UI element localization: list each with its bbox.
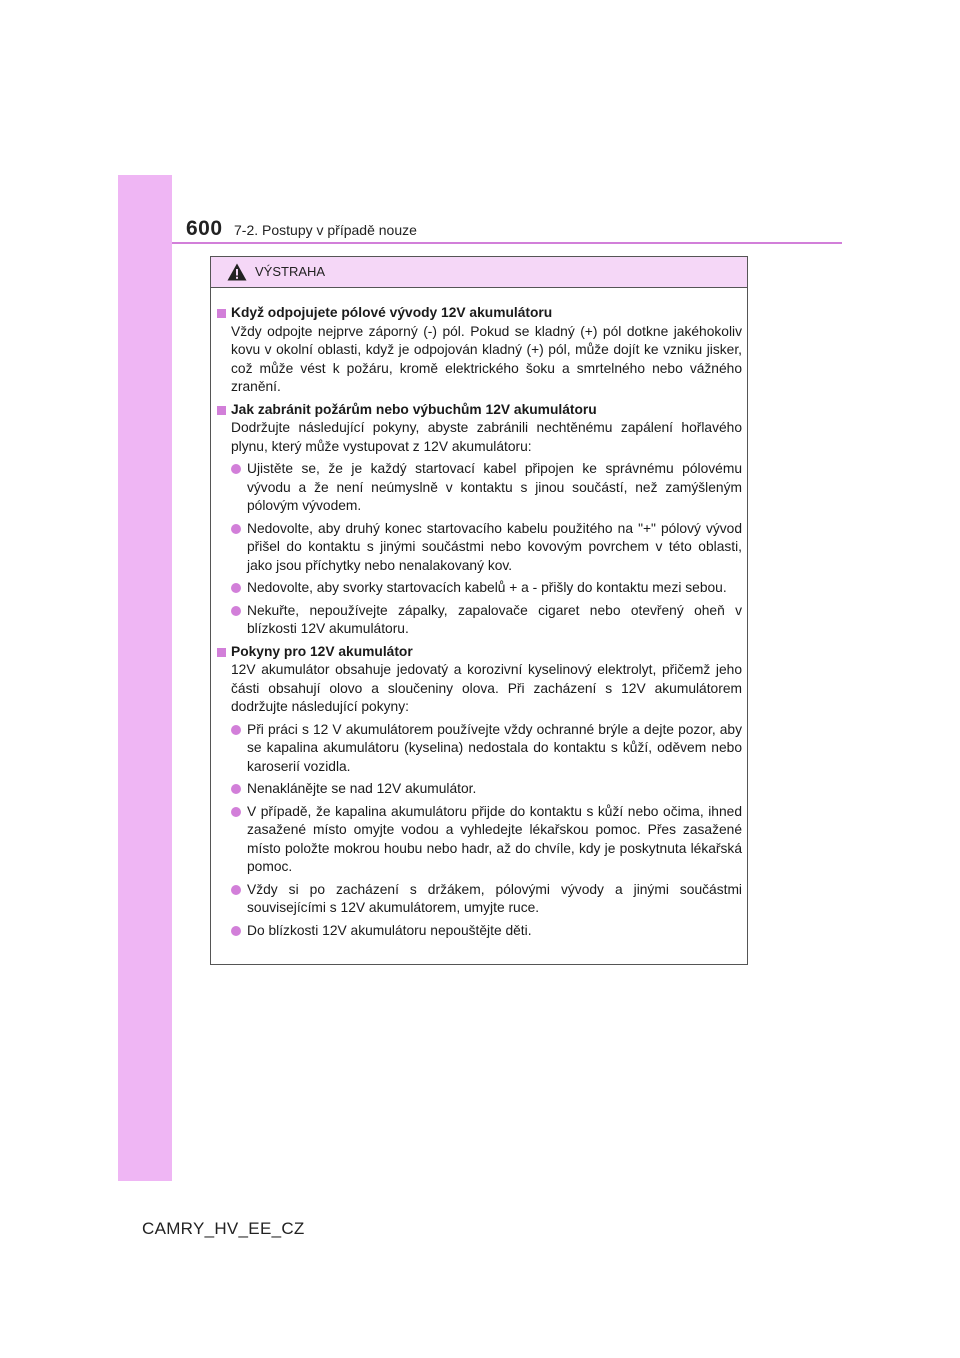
warning-triangle-icon — [227, 263, 247, 281]
list-item — [217, 881, 742, 918]
list-item — [217, 602, 742, 639]
list-item-text: Nedovolte, aby svorky startovacích kabelů + a - přišly do kontaktu mezi sebou. — [247, 580, 727, 595]
circle-bullet-icon — [231, 464, 241, 474]
bullet-list — [217, 721, 742, 941]
list-item-text: Nedovolte, aby druhý konec startovacího kabelu použitého na "+" pólový vývod přišel do kontaktu s jinými součástmi nebo kovovým povrchem v této oblasti, jako jsou příchytky nebo nenalakovaný kov. — [247, 520, 742, 573]
section-heading-text: Když odpojujete pólové vývody 12V akumulátoru — [231, 305, 553, 320]
list-item-text: Při práci s 12 V akumulátorem používejte vždy ochranné brýle a dejte pozor, aby se kapalina akumulátoru (kyselina) nedostala do kontaktu s kůží, oděvem nebo karoserií vozidla. — [247, 721, 742, 774]
list-item — [217, 922, 742, 941]
footer-code: CAMRY_HV_EE_CZ — [142, 1219, 305, 1238]
list-item-text: V případě, že kapalina akumulátoru přijde do kontaktu s kůží nebo očima, ihned zasažené místo omyjte vodou a vyhledejte lékařskou pomoc. Přes zasažené místo položte mokrou houbu nebo hadr, až do chvíle, kdy je poskytnuta lékařská pomoc. — [247, 803, 742, 874]
warning-section — [217, 304, 742, 397]
section-heading — [217, 304, 742, 323]
circle-bullet-icon — [231, 606, 241, 616]
warning-header — [211, 257, 747, 288]
warning-box — [210, 256, 748, 965]
list-item-text: Ujistěte se, že je každý startovací kabel připojen ke správnému pólovému vývodu a že není neúmyslně v kontaktu s jinou součástí, než zamýšleným pólovým vývodem. — [247, 461, 742, 513]
list-item-text: Vždy si po zacházení s držákem, pólovými vývody a jinými součástmi souvisejícími s 12V akumulátorem, umyjte ruce. — [247, 881, 742, 915]
list-item — [217, 803, 742, 877]
section-heading-text: Pokyny pro 12V akumulátor — [231, 643, 413, 659]
list-item — [217, 520, 742, 576]
page-number: 600 — [186, 217, 223, 240]
circle-bullet-icon — [231, 583, 241, 593]
bullet-list — [217, 460, 742, 639]
side-tab — [118, 175, 172, 1181]
section-body: 12V akumulátor obsahuje jedovatý a korozivní kyselinový elektrolyt, přičemž jeho části obsahují olovo a sloučeniny olova. Při zacházení s 12V akumulátorem dodržujte následující pokyny: — [231, 662, 742, 714]
list-item — [217, 780, 742, 799]
section-title: 7-2. Postupy v případě nouze — [234, 222, 417, 238]
warning-section — [217, 401, 742, 639]
list-item-text: Nenaklánějte se nad 12V akumulátor. — [247, 781, 477, 796]
square-bullet-icon — [217, 648, 226, 657]
header-rule — [172, 242, 842, 244]
circle-bullet-icon — [231, 926, 241, 936]
warning-label: VÝSTRAHA — [255, 264, 326, 279]
circle-bullet-icon — [231, 885, 241, 895]
circle-bullet-icon — [231, 784, 241, 794]
square-bullet-icon — [217, 309, 226, 318]
list-item-text: Do blízkosti 12V akumulátoru nepouštějte děti. — [247, 922, 532, 938]
section-heading — [217, 401, 742, 420]
section-heading — [217, 643, 742, 662]
list-item — [217, 721, 742, 777]
circle-bullet-icon — [231, 807, 241, 817]
section-heading-text: Jak zabránit požárům nebo výbuchům 12V akumulátoru — [231, 401, 597, 417]
section-body: Dodržujte následující pokyny, abyste zabránili nechtěnému zapálení hořlavého plynu, který může vystupovat z 12V akumulátoru: — [231, 420, 742, 454]
warning-section — [217, 643, 742, 941]
list-item — [217, 460, 742, 516]
circle-bullet-icon — [231, 725, 241, 735]
circle-bullet-icon — [231, 524, 241, 534]
list-item-text: Nekuřte, nepoužívejte zápalky, zapalovače cigaret nebo otevřený oheň v blízkosti 12V akumulátoru. — [247, 602, 742, 636]
list-item — [217, 579, 742, 598]
warning-content — [211, 288, 747, 940]
square-bullet-icon — [217, 406, 226, 415]
section-body: Vždy odpojte nejprve záporný (-) pól. Pokud se kladný (+) pól dotkne jakéhokoliv kovu v okolní oblasti, když je odpojován kladný (+) pól, může dojít ke vzniku jisker, což může vést k požáru, kromě elektrického šoku a smrtelného nebo vážného zranění. — [231, 323, 742, 394]
